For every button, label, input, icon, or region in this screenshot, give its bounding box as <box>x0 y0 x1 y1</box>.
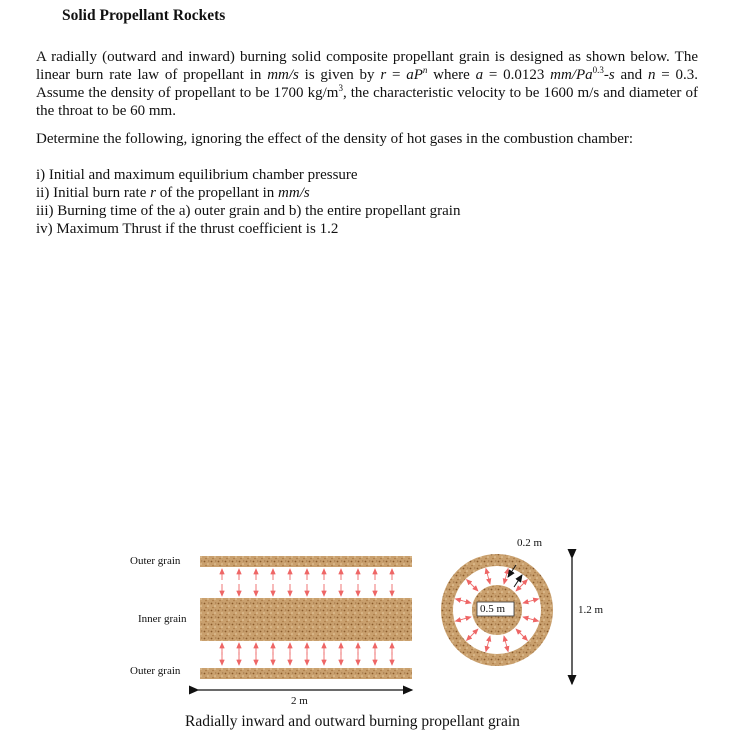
label-inner-diameter: 0.5 m <box>480 603 506 615</box>
label-length: 2 m <box>291 695 308 707</box>
label-thickness: 0.2 m <box>517 537 543 549</box>
outer-grain-top-band <box>200 556 412 567</box>
label-outer-diameter: 1.2 m <box>578 604 604 616</box>
burn-arrow-radial-out <box>467 580 473 586</box>
burn-arrow-radial-out <box>455 619 463 621</box>
burn-arrow-radial-in <box>472 585 478 591</box>
burn-arrow-radial-out <box>531 599 539 601</box>
outer-grain-bottom-band <box>200 668 412 679</box>
burn-arrow-radial-in <box>463 617 471 619</box>
label-outer-grain-top: Outer grain <box>130 555 181 567</box>
burn-arrow-radial-out <box>467 635 473 641</box>
burn-arrow-radial-out <box>506 644 508 652</box>
burn-arrow-radial-in <box>516 629 522 635</box>
page-title: Solid Propellant Rockets <box>62 7 226 24</box>
burn-arrow-radial-in <box>472 629 478 635</box>
burn-arrow-radial-in <box>488 576 490 584</box>
burn-arrow-radial-in <box>523 617 531 619</box>
burn-arrow-radial-in <box>463 601 471 603</box>
burn-arrow-radial-out <box>486 568 488 576</box>
burn-arrow-radial-out <box>506 568 508 576</box>
burn-arrow-radial-in <box>523 601 531 603</box>
burn-arrow-radial-in <box>504 576 506 584</box>
burn-arrow-radial-out <box>531 619 539 621</box>
burn-arrow-radial-in <box>504 636 506 644</box>
burn-arrow-radial-out <box>455 599 463 601</box>
thickness-pointer-arrow-inner <box>514 575 522 587</box>
burn-arrow-radial-in <box>516 585 522 591</box>
burn-arrow-radial-out <box>522 635 528 641</box>
figure-caption: Radially inward and outward burning propellant grain <box>185 713 520 730</box>
determine-paragraph: Determine the following, ignoring the effect of the density of hot gases in the combustion chamber: <box>36 131 634 147</box>
burn-arrow-radial-out <box>486 644 488 652</box>
question-iii: iii) Burning time of the a) outer grain and b) the entire propellant grain <box>36 203 461 219</box>
burn-arrow-radial-out <box>522 580 528 586</box>
question-i: i) Initial and maximum equilibrium chamber pressure <box>36 167 358 183</box>
intro-paragraph: A radially (outward and inward) burning solid composite propellant grain is designed as shown below. The linear burn rate law of propellant in mm/s is given by $r = aP^n$ where a = 0.0123 $mm/Pa^{0.3}-s$ and n = 0.3. Assume the density of propellant to be 1700 $kg/m^3$, the characteristic velocity to be 1600 m/s and diameter of the throat to be 60 mm. <box>36 49 698 119</box>
burn-arrow-radial-in <box>488 636 490 644</box>
label-outer-grain-bottom: Outer grain <box>130 665 181 677</box>
question-iv: iv) Maximum Thrust if the thrust coefficient is 1.2 <box>36 221 339 237</box>
question-ii: ii) Initial burn rate r of the propellant in mm/s <box>36 185 310 201</box>
inner-grain-band <box>200 598 412 641</box>
label-inner-grain: Inner grain <box>138 613 187 625</box>
